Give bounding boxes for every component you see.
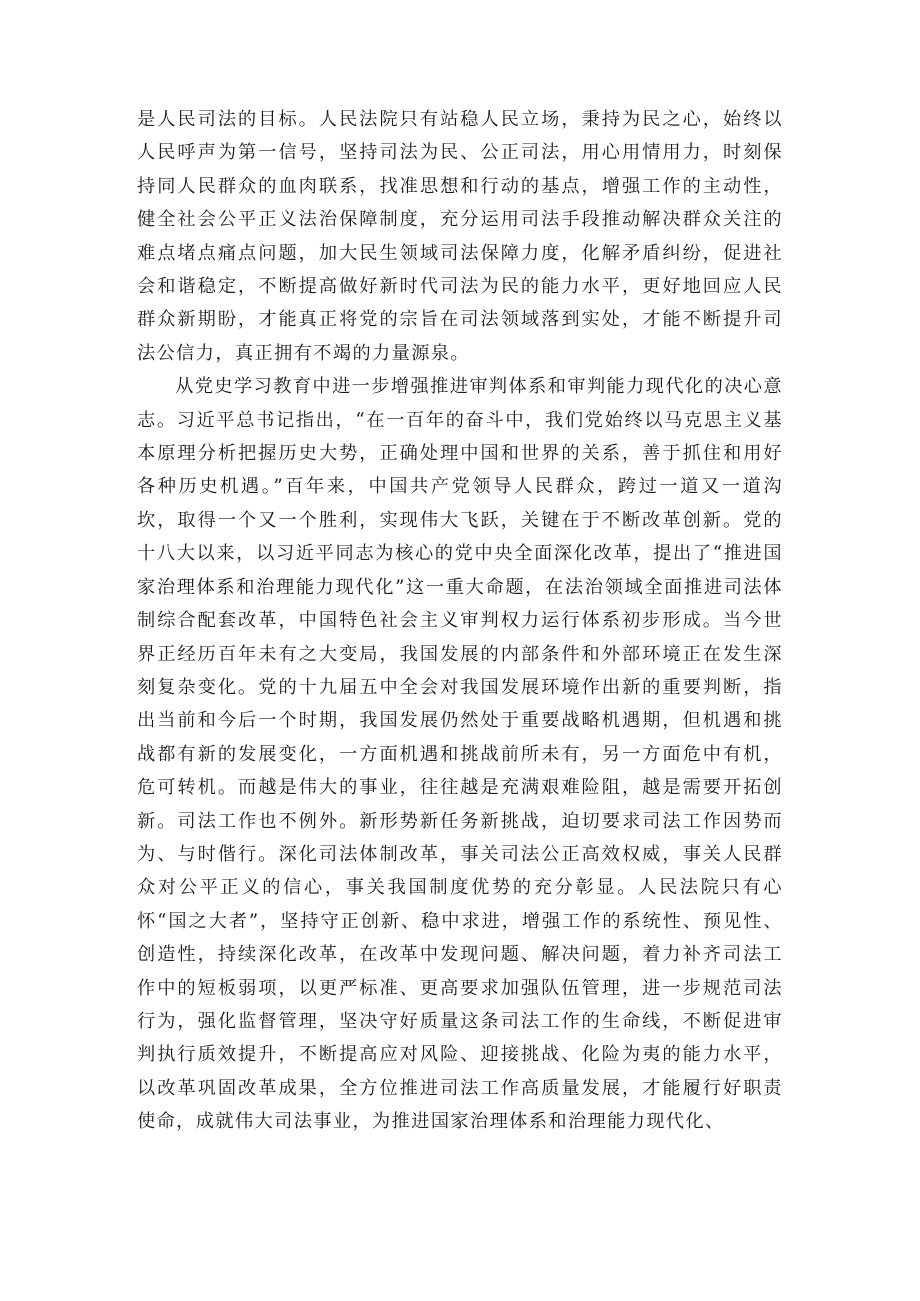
paragraph-reform: 从党史学习教育中进一步增强推进审判体系和审判能力现代化的决心意志。习近平总书记指出，“在一百年的奋斗中，我们党始终以马克思主义基本原理分析把握历史大势，正确处理中国和世界的关系，善于抓住和用好各种历史机遇。”百年来，中国共产党领导人民群众，跨过一道又一道沟坎，取得一个又一个胜利，实现伟大飞跃，关键在于不断改革创新。党的十八大以来，以习近平同志为核心的党中央全面深化改革，提出了“推进国家治理体系和治理能力现代化”这一重大命题，在法治领域全面推进司法体制综合配套改革，中国特色社会主义审判权力运行体系初步形成。当今世界正经历百年未有之大变局，我国发展的内部条件和外部环境正在发生深刻复杂变化。党的十九届五中全会对我国发展环境作出新的重要判断，指出当前和今后一个时期，我国发展仍然处于重要战略机遇期，但机遇和挑战都有新的发展变化，一方面机遇和挑战前所未有，另一方面危中有机，危可转机。而越是伟大的事业，往往越是充满艰难险阻，越是需要开拓创新。司法工作也不例外。新形势新任务新挑战，迫切要求司法工作因势而为、与时偕行。深化司法体制改革，事关司法公正高效权威，事关人民群众对公平正义的信心，事关我国制度优势的充分彰显。人民法院只有心怀“国之大者”，坚持守正创新、稳中求进，增强工作的系统性、预见性、创造性，持续深化改革，在改革中发现问题、解决问题，着力补齐司法工作中的短板弱项，以更严标准、更高要求加强队伍管理，进一步规范司法行为，强化监督管理，坚决守好质量这条司法工作的生命线，不断促进审判执行质效提升，不断提高应对风险、迎接挑战、化险为夷的能力水平，以改革巩固改革成果，全方位推进司法工作高质量发展，才能履行好职责使命，成就伟大司法事业，为推进国家治理体系和治理能力现代化、: [137, 376, 783, 1133]
paragraph-continued: 是人民司法的目标。人民法院只有站稳人民立场，秉持为民之心，始终以人民呼声为第一信号，坚持司法为民、公正司法，用心用情用力，时刻保持同人民群众的血肉联系，找准思想和行动的基点，增强工作的主动性，健全社会公平正义法治保障制度，充分运用司法手段推动解决群众关注的难点堵点痛点问题，加大民生领域司法保障力度，化解矛盾纠纷，促进社会和谐稳定，不断提高做好新时代司法为民的能力水平，更好地回应人民群众新期盼，才能真正将党的宗旨在司法领域落到实处，才能不断提升司法公信力，真正拥有不竭的力量源泉。: [137, 109, 783, 364]
document-body: [137, 103, 783, 1139]
